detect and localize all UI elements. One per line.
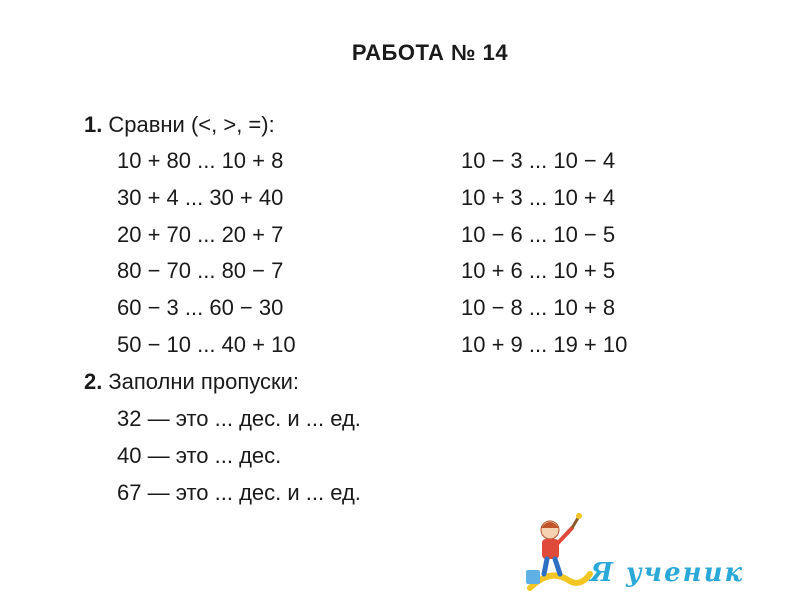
task-2-heading bbox=[84, 369, 299, 395]
task-1-label: Сравни (<, >, =): bbox=[108, 112, 275, 137]
task-1-right-row: 10 − 8 ... 10 + 8 bbox=[461, 295, 616, 320]
task-2-number: 2. bbox=[84, 369, 103, 394]
task-2-item: 32 — это ... дес. и ... ед. bbox=[117, 406, 361, 431]
task-1-number: 1. bbox=[84, 112, 103, 137]
task-1-left-row: 60 − 3 ... 60 − 30 bbox=[117, 295, 284, 320]
task-1-right-row: 10 − 3 ... 10 − 4 bbox=[461, 148, 616, 173]
task-1-right-row: 10 + 3 ... 10 + 4 bbox=[461, 185, 616, 210]
task-1-right-row: 10 − 6 ... 10 − 5 bbox=[461, 222, 616, 247]
task-1-left-row: 80 − 70 ... 80 − 7 bbox=[117, 258, 284, 283]
logo-text: Я ученик bbox=[590, 558, 745, 588]
ya-uchenik-logo bbox=[520, 508, 780, 598]
task-1-right-row: 10 + 6 ... 10 + 5 bbox=[461, 258, 616, 283]
task-1-left-row: 20 + 70 ... 20 + 7 bbox=[117, 222, 284, 247]
task-2-item: 40 — это ... дес. bbox=[117, 443, 282, 468]
task-1-right-row: 10 + 9 ... 19 + 10 bbox=[461, 332, 628, 357]
page-title: РАБОТА № 14 bbox=[351, 40, 509, 65]
task-1-left-row: 30 + 4 ... 30 + 40 bbox=[117, 185, 284, 210]
task-1-left-row: 50 − 10 ... 40 + 10 bbox=[117, 332, 296, 357]
task-1-left-row: 10 + 80 ... 10 + 8 bbox=[117, 148, 284, 173]
task-2-item: 67 — это ... дес. и ... ед. bbox=[117, 480, 361, 505]
task-2-label: Заполни пропуски: bbox=[108, 369, 300, 394]
task-1-heading bbox=[84, 112, 275, 138]
